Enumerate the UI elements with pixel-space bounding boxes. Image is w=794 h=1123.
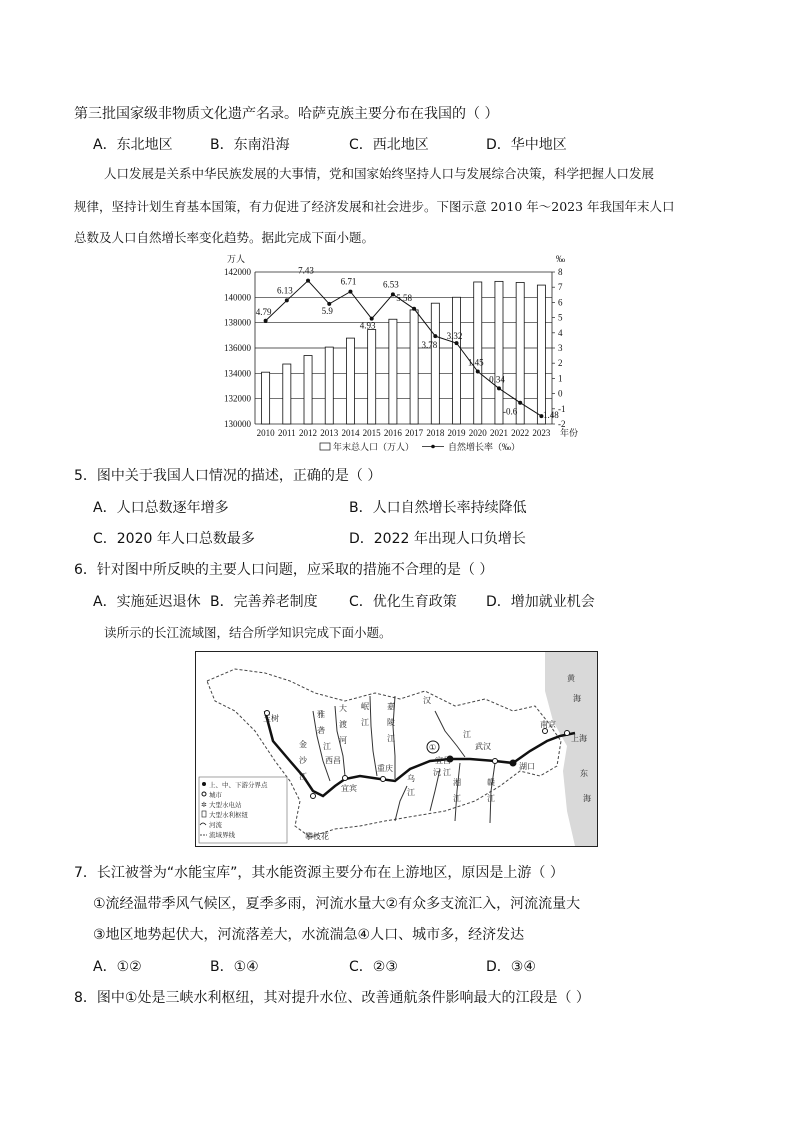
map-label: 湖口 <box>519 762 535 771</box>
q7-option-d[interactable]: D．③④ <box>486 959 536 975</box>
map-label: 赣 <box>487 778 495 787</box>
q7-statement-1: ①流经温带季风气候区，夏季多雨，河流水量大②有众多支流汇入，河流流量大 <box>93 896 581 912</box>
map-label: 江 <box>299 772 307 781</box>
q6-option-c[interactable]: C．优化生育政策 <box>349 594 457 610</box>
q7-option-b[interactable]: B．①④ <box>210 959 259 975</box>
bar-population <box>368 329 376 424</box>
map-label: 武汉 <box>475 742 491 751</box>
q7-option-c[interactable]: C．②③ <box>349 959 398 975</box>
point-growth-rate <box>497 386 501 390</box>
bar-population <box>453 297 461 424</box>
point-growth-rate <box>476 370 480 374</box>
legend-item: 河流 <box>209 822 222 829</box>
point-growth-rate <box>348 290 352 294</box>
map-label: 重庆 <box>377 764 393 773</box>
x-tick: 2019 <box>447 428 466 438</box>
data-label: 3.78 <box>421 340 438 351</box>
q6-stem: 6．针对图中所反映的主要人口问题，应采取的措施不合理的是（ ） <box>74 562 494 578</box>
y-tick-right: 4 <box>558 327 563 338</box>
map-label: 渡 <box>339 720 347 729</box>
q5-option-d[interactable]: D．2022 年出现人口负增长 <box>349 531 526 547</box>
bar-population <box>410 310 418 424</box>
intro-question: 第三批国家级非物质文化遗产名录。哈萨克族主要分布在我国的（ ） <box>74 106 499 122</box>
map-label: 沅 <box>433 768 441 777</box>
data-label: 5.58 <box>396 292 412 303</box>
legend-item: 上、中、下游分界点 <box>209 782 268 789</box>
q6-option-b[interactable]: B．完善养老制度 <box>210 594 318 610</box>
data-label: 6.53 <box>383 279 399 290</box>
map-label: 江 <box>463 730 471 739</box>
map-label: 江 <box>407 788 415 797</box>
q8-stem: 8．图中①处是三峡水利枢纽，其对提升水位、改善通航条件影响最大的江段是（ ） <box>74 990 590 1006</box>
q7-option-a[interactable]: A．①② <box>93 959 142 975</box>
nanjing-dot <box>543 729 548 734</box>
x-tick: 2020 <box>468 428 487 438</box>
legend-hydro-icon: ✲ <box>201 801 207 809</box>
map-label: 雅 <box>317 710 325 719</box>
wuhan-dot <box>493 759 498 764</box>
population-chart <box>200 252 620 458</box>
map-label: 江 <box>443 768 451 777</box>
y-tick-left: 140000 <box>224 292 251 303</box>
map-label: 黄 <box>567 674 575 683</box>
map-label: 汉 <box>423 696 431 705</box>
panzhihua-dot <box>311 794 316 799</box>
legend-line-label: 自然增长率（‰） <box>448 442 521 452</box>
bar-population <box>304 356 312 424</box>
x-tick: 2013 <box>320 428 339 438</box>
yangtze-basin-map <box>195 651 598 847</box>
map-label: 海 <box>573 694 581 703</box>
x-tick: 2017 <box>405 428 424 438</box>
data-label: 4.93 <box>359 320 376 331</box>
y-tick-left: 142000 <box>224 267 251 277</box>
map-label: ① <box>429 743 437 752</box>
point-growth-rate <box>518 401 522 405</box>
bar-population <box>431 303 439 424</box>
legend-bar-swatch <box>320 443 330 450</box>
y-axis-label-right: ‰ <box>556 254 565 264</box>
point-growth-rate <box>391 292 395 296</box>
y-tick-right: 6 <box>558 297 563 308</box>
y-tick-left: 136000 <box>224 343 251 353</box>
map-label: 东 <box>580 769 588 778</box>
q7-stem: 7．长江被誉为“水能宝库”，其水能资源主要分布在上游地区，原因是上游（ ） <box>74 865 564 881</box>
data-label: 7.43 <box>298 265 314 276</box>
map-label: 陵 <box>387 718 395 727</box>
bar-population <box>389 319 397 424</box>
point-growth-rate <box>264 319 268 323</box>
y-tick-right: 7 <box>558 282 563 293</box>
map-label: 江 <box>453 794 461 803</box>
passage2: 读所示的长江流域图，结合所学知识完成下面小题。 <box>104 625 392 640</box>
bar-population <box>262 372 270 424</box>
bar-population <box>283 364 291 424</box>
point-growth-rate <box>455 341 459 345</box>
point-growth-rate <box>433 334 437 338</box>
map-label: 江 <box>323 742 331 751</box>
q5-option-c[interactable]: C．2020 年人口总数最多 <box>93 531 255 547</box>
map-label: 江 <box>487 794 495 803</box>
bar-population <box>495 281 503 424</box>
data-label: -1.48 <box>540 410 559 421</box>
map-label: 大 <box>339 704 347 713</box>
y-tick-right: 8 <box>558 267 563 277</box>
legend-item: 大型水利枢纽 <box>209 812 248 819</box>
q6-option-a[interactable]: A．实施延迟退休 <box>93 594 201 610</box>
map-label: 宜昌 <box>435 756 451 765</box>
x-tick: 2022 <box>511 428 530 438</box>
data-label: 0.34 <box>489 374 505 385</box>
y-tick-left: 134000 <box>224 368 251 379</box>
shanghai-dot <box>565 731 570 736</box>
point-growth-rate <box>285 298 289 302</box>
x-tick: 2010 <box>256 428 275 438</box>
map-label: 西昌 <box>325 756 341 765</box>
map-label: 砻 <box>317 726 325 735</box>
map-label: 宜宾 <box>341 784 357 793</box>
legend-item: 城市 <box>209 792 222 799</box>
bar-population <box>474 282 482 424</box>
x-tick: 2012 <box>299 428 318 438</box>
intro-option-a[interactable]: A．东北地区 <box>93 137 173 153</box>
passage1-line1: 人口发展是关系中华民族发展的大事情，党和国家始终坚持人口与发展综合决策，科学把握人口发展 <box>104 166 655 181</box>
point-growth-rate <box>306 279 310 283</box>
y-tick-right: -2 <box>558 419 566 429</box>
x-tick: 2015 <box>362 428 381 438</box>
y-tick-right: 2 <box>558 358 563 369</box>
y-tick-right: -1 <box>558 403 566 414</box>
data-label: 5.9 <box>321 305 333 316</box>
passage1-line2: 规律，坚持计划生育基本国策，有力促进了经济发展和社会进步。下图示意 2010 年～2023 年我国年末人口 <box>74 199 675 214</box>
map-label: 江 <box>361 718 369 727</box>
data-label: 6.71 <box>340 276 357 287</box>
chongqing-dot <box>381 777 386 782</box>
x-tick: 2021 <box>489 428 508 438</box>
x-tick: 2011 <box>277 428 296 438</box>
point-growth-rate <box>412 307 416 311</box>
x-tick: 2023 <box>532 428 551 438</box>
q5-stem: 5．图中关于我国人口情况的描述，正确的是（ ） <box>74 468 382 484</box>
intro-option-d[interactable]: D．华中地区 <box>486 137 567 153</box>
data-label: 4.79 <box>255 306 272 317</box>
y-tick-left: 130000 <box>224 419 251 429</box>
map-label: 江 <box>387 734 395 743</box>
bar-population <box>325 347 333 424</box>
map-label: 南京 <box>540 720 556 729</box>
map-label: 岷 <box>361 702 369 711</box>
map-label: 沙 <box>299 756 307 765</box>
y-axis-label-left: 万人 <box>227 254 246 264</box>
data-label: 3.32 <box>446 331 463 342</box>
data-label: 1.45 <box>467 357 484 368</box>
y-tick-right: 3 <box>558 343 563 353</box>
bar-population <box>537 285 545 424</box>
y-tick-right: 1 <box>558 373 563 384</box>
q5-option-b[interactable]: B．人口自然增长率持续降低 <box>349 500 527 516</box>
map-label: 嘉 <box>387 702 395 711</box>
map-label: 金 <box>299 740 307 749</box>
bar-population <box>346 338 354 424</box>
map-label: 攀枝花 <box>305 832 329 841</box>
x-tick: 2018 <box>426 428 445 438</box>
intro-option-b[interactable]: B．东南沿海 <box>210 137 290 153</box>
q7-statement-2: ③地区地势起伏大，河流落差大，水流湍急④人口、城市多，经济发达 <box>93 927 525 943</box>
q5-option-a[interactable]: A．人口总数逐年增多 <box>93 500 229 516</box>
x-tick: 2016 <box>383 428 402 438</box>
y-tick-right: 5 <box>558 312 563 323</box>
map-label: 乌 <box>407 774 415 783</box>
x-tick: 2014 <box>341 428 360 438</box>
y-tick-left: 132000 <box>224 393 251 404</box>
legend-item: 大型水电站 <box>209 802 242 809</box>
q6-option-d[interactable]: D．增加就业机会 <box>486 594 595 610</box>
map-label: 河 <box>339 736 347 745</box>
x-axis-label: 年份 <box>560 428 579 438</box>
hukou-dot <box>510 760 517 767</box>
legend-line-marker <box>431 445 435 449</box>
legend-item: 流域界线 <box>209 832 235 839</box>
yibin-dot <box>343 776 348 781</box>
map-label: 湘 <box>453 778 461 787</box>
map-label: 海 <box>583 794 591 803</box>
y-tick-right: 0 <box>558 388 563 399</box>
y-tick-left: 138000 <box>224 317 251 328</box>
map-legend <box>199 777 287 843</box>
map-label: 上海 <box>571 734 587 743</box>
map-label: 玉树 <box>263 714 279 723</box>
data-label: 6.13 <box>276 285 293 296</box>
intro-option-c[interactable]: C．西北地区 <box>349 137 429 153</box>
data-label: -0.6 <box>503 406 518 417</box>
passage1-line3: 总数及人口自然增长率变化趋势。据此完成下面小题。 <box>74 230 375 245</box>
legend-bar-label: 年末总人口（万人） <box>333 442 415 452</box>
